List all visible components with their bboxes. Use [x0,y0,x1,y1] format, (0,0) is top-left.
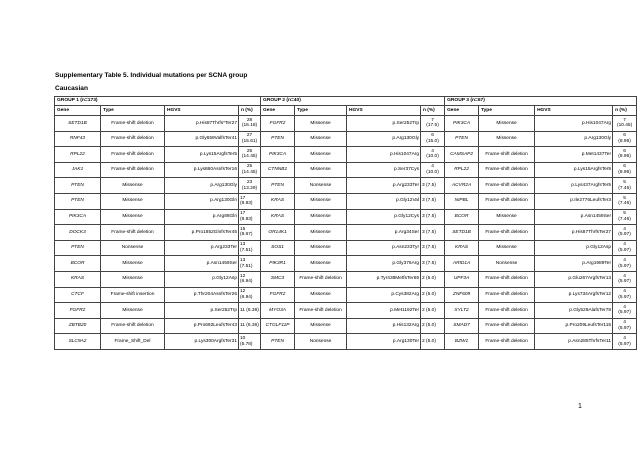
type-cell: Missense [101,193,165,209]
n-percent-cell [421,193,445,209]
n-value: 2 (5.0) [422,307,436,313]
percent-value: (7.46) [618,216,631,222]
n-value: 27 [246,133,253,139]
type-cell: Frame-shift deletion [479,318,535,334]
col-hgvs: HGVS [347,106,421,116]
n-percent-cell [239,131,261,147]
table-row [55,303,637,319]
hgvs-cell: p.Arg1989Ter [535,256,613,272]
hgvs-cell: p.Ser37Cys [347,162,421,178]
percent-value: (15.0) [426,138,439,144]
hgvs-cell: p.Pro692LeufsTer43 [165,318,239,334]
n-percent-cell [239,116,261,132]
n-value: 3 (7.5) [422,245,436,251]
gene-cell: KRAS [261,193,295,209]
table-row [55,240,637,256]
hgvs-cell: p.Arg130Gln [165,193,239,209]
hgvs-cell: p.Met1192Ter [347,303,421,319]
percent-value: (17.5) [426,123,439,129]
n-percent-cell [239,303,261,319]
gene-cell: BCOR [445,209,479,225]
table-row [55,131,637,147]
n-percent-cell [239,147,261,163]
type-cell: Frame-shift deletion [479,334,535,350]
hgvs-cell: p.Met1437Ter [535,147,613,163]
n-value: 13 (7.51) [240,242,253,254]
n-percent-cell [421,271,445,287]
type-cell: Missense [295,240,347,256]
hgvs-cell: p.Lys300ArgfsTer31 [165,334,239,350]
type-cell: Frame-shift deletion [101,147,165,163]
type-cell: Missense [295,162,347,178]
gene-cell: KRAS [261,209,295,225]
percent-value: (5.97) [618,294,631,300]
hgvs-cell: p.Asn1459Ser [535,209,613,225]
type-cell: Missense [295,225,347,241]
gene-cell: PTEN [55,193,101,209]
n-value: 12 (6.94) [240,273,253,285]
gene-cell: OR14K1 [261,225,295,241]
col-hgvs: HGVS [535,106,613,116]
gene-cell: JAK1 [55,162,101,178]
n-percent-cell [239,256,261,272]
hgvs-cell: p.Lys860AsnfsTer16 [165,162,239,178]
hgvs-cell: p.Ser252Trp [165,303,239,319]
n-percent-cell [613,178,637,194]
n-value: 7 [623,117,626,123]
n-value: 4 [623,336,626,342]
page-number: 1 [578,403,582,410]
gene-cell: ZBTB20 [55,318,101,334]
n-percent-cell [239,209,261,225]
hgvs-cell: p.Asn233Tyr [347,240,421,256]
col-hgvs: HGVS [165,106,239,116]
type-cell: Missense [479,131,535,147]
n-value: 13 (7.51) [240,258,253,269]
n-value: 5 [623,211,626,217]
percent-value: (15.61) [241,138,258,144]
gene-cell: DOCK3 [55,225,101,241]
hgvs-cell: p.Gly12Asp [535,240,613,256]
n-percent-cell [421,240,445,256]
hgvs-cell: p.Gly529AlafsTer78 [535,303,613,319]
type-cell: Missense [295,193,347,209]
gene-cell: CTCF [55,287,101,303]
n-percent-cell [421,209,445,225]
percent-value: (8.96) [618,170,631,176]
table-row [55,287,637,303]
hgvs-cell: p.Gly376Arg [347,256,421,272]
percent-value: (8.96) [618,138,631,144]
percent-value: (5.97) [618,341,631,347]
hgvs-cell: p.Lys437ArgfsTer5 [535,178,613,194]
hgvs-cell: p.Tyr438MetfsTer69 [347,271,421,287]
n-percent-cell [613,193,637,209]
n-percent-cell [239,287,261,303]
hgvs-cell: p.His132Arg [347,318,421,334]
gene-cell: PTEN [55,178,101,194]
hgvs-cell: p.Ser252Trp [347,116,421,132]
n-value: 17 (9.83) [240,211,253,222]
hgvs-cell: p.Lys15ArgfsTer5 [165,147,239,163]
percent-value: (8.96) [618,154,631,160]
n-percent-cell [421,256,445,272]
type-cell: Frame-shift deletion [479,271,535,287]
type-cell: Frame-shift deletion [479,193,535,209]
type-cell: Frame-shift deletion [101,162,165,178]
n-value: 4 [623,273,626,279]
gene-cell: NIPBL [445,193,479,209]
table-row [55,318,637,334]
type-cell: Frame-shift deletion [479,147,535,163]
gene-cell: SETD1B [55,116,101,132]
type-cell: Frame_Shift_Del [101,334,165,350]
n-value: 15 (8.67) [240,226,253,238]
n-value: 7 [431,117,434,123]
n-value: 6 [623,133,626,139]
percent-value: (5.97) [618,232,631,238]
n-value: 10 (5.78) [240,336,253,347]
n-percent-cell [613,287,637,303]
n-value: 2 (5.0) [422,276,436,282]
hgvs-cell: p.Arg88Gln [165,209,239,225]
n-value: 6 [431,133,434,139]
n-value: 6 [623,164,626,170]
gene-cell: RNF43 [55,131,101,147]
gene-cell: PTEN [261,334,295,350]
col-type: Type [101,106,165,116]
gene-cell: RPL22 [445,162,479,178]
group-3-label: GROUP 3 (n=67) [445,97,637,106]
n-value: 28 [246,117,253,123]
n-percent-cell [239,271,261,287]
type-cell: Nonsense [295,178,347,194]
hgvs-cell: p.Gly12Val [347,193,421,209]
n-value: 17 (9.83) [240,195,253,207]
type-cell: Missense [479,240,535,256]
percent-value: (7.46) [618,185,631,191]
n-percent-cell [613,240,637,256]
gene-cell: FGFR2 [261,116,295,132]
gene-cell: ZNF609 [445,287,479,303]
n-percent-cell [421,116,445,132]
n-value: 2 (5.0) [422,292,436,298]
hgvs-cell: p.His1047Arg [347,147,421,163]
n-percent-cell [239,225,261,241]
type-cell: Frame-shift deletion [479,162,535,178]
n-value: 4 [623,289,626,295]
col-gene: Gene [445,106,479,116]
percent-value: (14.45) [241,154,258,160]
n-percent-cell [421,147,445,163]
type-cell: Frame-shift deletion [295,271,347,287]
n-value: 25 [246,164,253,170]
n-value: 4 [623,242,626,248]
table-row [55,193,637,209]
hgvs-cell: p.His87ThrfsTer27 [535,225,613,241]
hgvs-cell: p.Glu267ArgfsTer13 [535,271,613,287]
type-cell: Nonsense [295,334,347,350]
type-cell: Frame-shift deletion [101,318,165,334]
type-cell: Missense [295,318,347,334]
type-cell: Missense [295,287,347,303]
n-percent-cell [421,287,445,303]
n-value: 3 (7.5) [422,198,436,204]
gene-cell: ACVR2A [445,178,479,194]
table-subtitle: Caucasian [55,85,88,92]
n-value: 3 (7.5) [422,182,436,188]
type-cell: Frame-shift deletion [295,303,347,319]
type-cell: Missense [479,116,535,132]
gene-cell: XYLT2 [445,303,479,319]
n-percent-cell [613,162,637,178]
type-cell: Missense [295,147,347,163]
hgvs-cell: p.Lys734ArgfsTer12 [535,287,613,303]
type-cell: Frame-shift insertion [101,287,165,303]
n-percent-cell [421,178,445,194]
n-value: 3 (7.5) [422,229,436,235]
table-row [55,178,637,194]
col-gene: Gene [55,106,101,116]
hgvs-cell: p.Gly12Asp [165,271,239,287]
gene-cell: PTEN [261,131,295,147]
n-value: 4 [623,304,626,310]
n-value: 4 [431,148,434,154]
gene-cell: FGFR2 [55,303,101,319]
n-percent-cell [613,209,637,225]
n-percent-cell [613,256,637,272]
n-percent-cell [613,318,637,334]
hgvs-cell: p.Arg130Ter [347,334,421,350]
gene-cell: SOS1 [261,240,295,256]
gene-cell: BZW1 [445,334,479,350]
hgvs-cell: p.Thr204AsnfsTer26 [165,287,239,303]
hgvs-cell: p.His1047Arg [535,116,613,132]
type-cell: Missense [295,131,347,147]
col-n: n (%) [239,106,261,116]
percent-value: (5.97) [618,263,631,269]
n-value: 3 (7.5) [422,214,436,220]
n-value: 6 [623,148,626,154]
col-type: Type [295,106,347,116]
hgvs-cell: p.Gly659ValfsTer41 [165,131,239,147]
gene-cell: MYO3A [261,303,295,319]
type-cell: Nonsense [479,256,535,272]
hgvs-cell: p.Gly12Cys [347,209,421,225]
type-cell: Missense [479,209,535,225]
percent-value: (5.97) [618,248,631,254]
table-row [55,256,637,272]
n-percent-cell [421,303,445,319]
group-header-row [55,97,637,106]
col-type: Type [479,106,535,116]
col-gene: Gene [261,106,295,116]
type-cell: Missense [101,178,165,194]
hgvs-cell: p.Arg233Ter [347,178,421,194]
n-percent-cell [613,334,637,350]
percent-value: (10.0) [426,154,439,160]
gene-cell: ARID1A [445,256,479,272]
gene-cell: PTEN [445,131,479,147]
n-percent-cell [239,334,261,350]
n-percent-cell [239,162,261,178]
n-value: 4 [431,164,434,170]
type-cell: Missense [295,256,347,272]
table-row [55,147,637,163]
percent-value: (7.46) [618,201,631,207]
n-percent-cell [613,225,637,241]
gene-cell: PIK3CA [261,147,295,163]
n-percent-cell [421,162,445,178]
n-value: 11 (6.36) [240,307,259,313]
gene-cell: PTEN [261,178,295,194]
n-value: 25 [246,148,253,154]
type-cell: Missense [101,303,165,319]
hgvs-cell: p.Arg233Ter [165,240,239,256]
type-cell: Missense [295,116,347,132]
n-percent-cell [613,116,637,132]
type-cell: Frame-shift deletion [479,303,535,319]
hgvs-cell: p.Lys15ArgfsTer5 [535,162,613,178]
hgvs-cell: p.Ile2776LeufsTer3 [535,193,613,209]
n-value: 2 (5.0) [422,323,436,329]
table-title: Supplementary Table 5. Individual mutations per SCNA group [55,72,248,79]
n-value: 12 (6.94) [240,289,253,300]
gene-cell: SMAD7 [445,318,479,334]
n-percent-cell [613,131,637,147]
group-1-label: GROUP 1 (n=173) [55,97,261,106]
hgvs-cell: p.Asn285ThrfsTer11 [535,334,613,350]
col-n: n (%) [421,106,445,116]
n-percent-cell [421,334,445,350]
gene-cell: KRAS [55,271,101,287]
n-percent-cell [613,147,637,163]
n-value: 3 (7.5) [422,260,436,266]
mutations-table [54,96,637,350]
type-cell: Frame-shift deletion [101,225,165,241]
table-row [55,334,637,350]
gene-cell: PIK3R1 [261,256,295,272]
type-cell: Missense [101,209,165,225]
type-cell: Frame-shift deletion [101,116,165,132]
hgvs-cell: p.Asn1459Ser [165,256,239,272]
gene-cell: BCOR [55,256,101,272]
hgvs-cell: p.Pro209LeufsTer115 [535,318,613,334]
percent-value: (14.45) [241,170,258,176]
type-cell: Missense [101,271,165,287]
type-cell: Nonsense [101,240,165,256]
type-cell: Frame-shift deletion [101,131,165,147]
n-percent-cell [421,131,445,147]
hgvs-cell: p.Pro1852GlnfsTer45 [165,225,239,241]
n-value: 4 [623,258,626,264]
n-percent-cell [613,303,637,319]
percent-value: (16.18) [241,123,258,129]
gene-cell: CTNNB1 [261,162,295,178]
hgvs-cell: p.Arg34Ser [347,225,421,241]
gene-cell: KRAS [445,240,479,256]
hgvs-cell: p.His87Thrfs*Ter27 [165,116,239,132]
table-row [55,271,637,287]
n-value: 23 [246,180,253,186]
n-value: 11 (6.36) [240,323,259,329]
gene-cell: PIK3CA [445,116,479,132]
col-n: n (%) [613,106,637,116]
gene-cell: SMC3 [261,271,295,287]
table-row [55,116,637,132]
gene-cell: RPL22 [55,147,101,163]
n-value: 5 [623,180,626,186]
percent-value: (5.97) [618,310,631,316]
gene-cell: SETD1B [445,225,479,241]
group-2-label: GROUP 2 (n=40) [261,97,445,106]
n-percent-cell [421,318,445,334]
hgvs-cell: p.Cys382Arg [347,287,421,303]
n-value: 5 [623,195,626,201]
n-percent-cell [613,271,637,287]
percent-value: (13.29) [241,185,258,191]
hgvs-cell: p.Arg130Gly [347,131,421,147]
hgvs-cell: p.Arg130Gly [165,178,239,194]
n-percent-cell [239,318,261,334]
hgvs-cell: p.Arg130Gly [535,131,613,147]
table-row [55,162,637,178]
gene-cell: SLC9A2 [55,334,101,350]
table-row [55,209,637,225]
n-percent-cell [421,225,445,241]
n-value: 4 [623,226,626,232]
n-percent-cell [239,240,261,256]
type-cell: Missense [101,256,165,272]
percent-value: (5.97) [618,279,631,285]
type-cell: Missense [295,209,347,225]
type-cell: Frame-shift deletion [479,287,535,303]
n-percent-cell [239,193,261,209]
n-value: 4 [623,320,626,326]
gene-cell: PTEN [55,240,101,256]
n-percent-cell [239,178,261,194]
n-value: 2 (5.0) [422,338,436,344]
type-cell: Frame-shift deletion [479,178,535,194]
percent-value: (5.97) [618,326,631,332]
gene-cell: CAMSAP2 [445,147,479,163]
table-row [55,225,637,241]
column-header-row [55,106,637,116]
percent-value: (10.0) [426,170,439,176]
gene-cell: PIK3CA [55,209,101,225]
percent-value: (10.45) [616,123,633,129]
gene-cell: UPF3A [445,271,479,287]
gene-cell: CTGLF11P [261,318,295,334]
type-cell: Frame-shift deletion [479,225,535,241]
gene-cell: FGFR2 [261,287,295,303]
